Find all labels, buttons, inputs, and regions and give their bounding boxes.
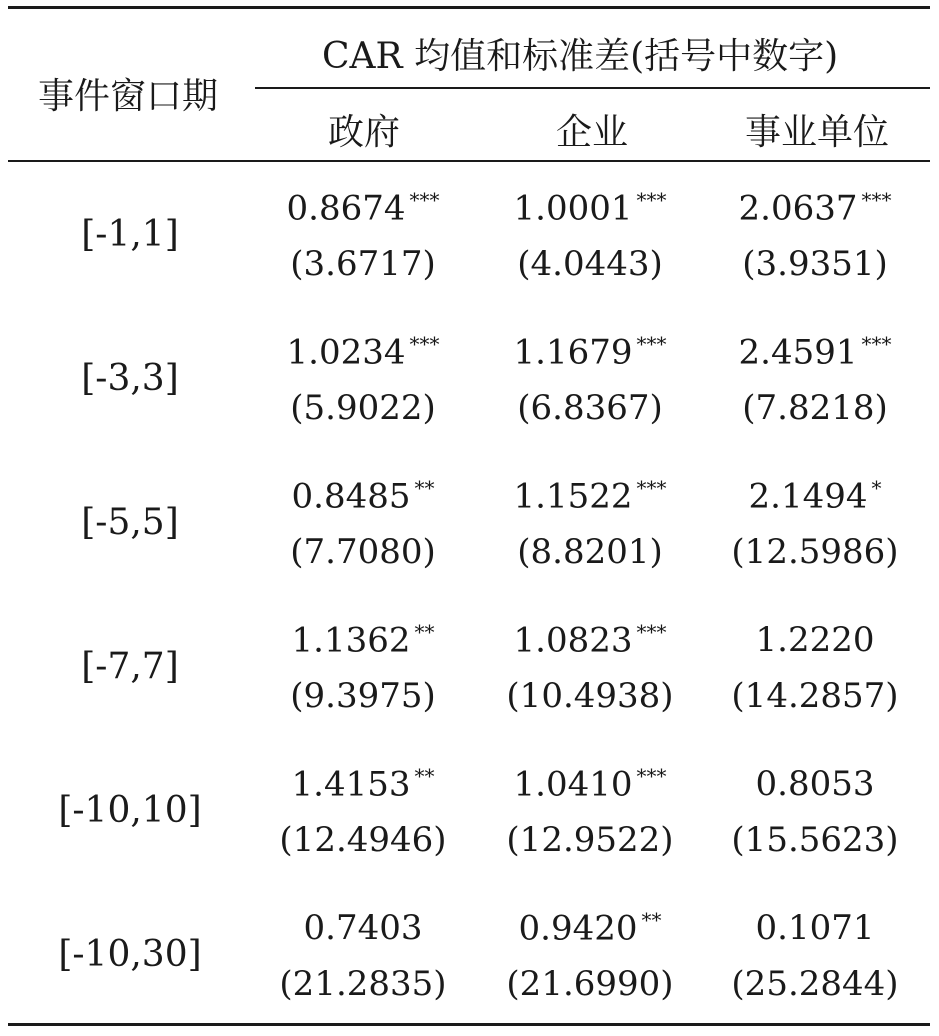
cell-std-dev: (7.8218) [742, 388, 888, 428]
cell-mean [470, 188, 710, 228]
row-window-label: [-5,5] [81, 502, 179, 543]
row-window-label: [-10,10] [58, 790, 202, 831]
significance-stars: *** [636, 764, 667, 788]
mean-value: 0.8485 [291, 476, 411, 517]
row-window-label: [-3,3] [81, 358, 179, 399]
cell-mean [695, 620, 935, 660]
significance-stars: *** [636, 188, 667, 212]
cell-mean [695, 188, 935, 228]
mean-value: 2.1494 [748, 476, 868, 517]
mean-value: 0.8674 [286, 188, 406, 229]
cell-std-dev: (15.5623) [731, 820, 899, 860]
cell-std-dev: (4.0443) [517, 244, 663, 284]
cell-mean [243, 764, 483, 804]
significance-stars: ** [414, 764, 435, 788]
cell-mean [243, 476, 483, 516]
significance-stars: *** [409, 332, 440, 356]
cell-std-dev: (7.7080) [290, 532, 436, 572]
significance-stars: *** [861, 332, 892, 356]
header-bottom-rule [8, 160, 930, 162]
significance-stars: ** [641, 908, 662, 932]
cell-mean [243, 620, 483, 660]
cell-std-dev: (5.9022) [290, 388, 436, 428]
significance-stars: *** [409, 188, 440, 212]
cell-std-dev: (12.4946) [279, 820, 447, 860]
cell-mean [695, 908, 935, 948]
cell-std-dev: (3.9351) [742, 244, 888, 284]
cell-mean [695, 764, 935, 804]
column-header-institution: 事业单位 [745, 112, 890, 153]
mean-value: 2.4591 [738, 332, 858, 373]
cell-std-dev: (3.6717) [290, 244, 436, 284]
cell-std-dev: (12.9522) [506, 820, 674, 860]
mean-value: 1.0001 [513, 188, 633, 229]
cell-std-dev: (21.2835) [279, 964, 447, 1004]
bottom-rule [8, 1023, 930, 1026]
significance-stars: *** [861, 188, 892, 212]
cell-mean [695, 332, 935, 372]
cell-mean [470, 908, 710, 948]
row-window-label: [-1,1] [81, 214, 179, 255]
mean-value: 1.0234 [286, 332, 406, 373]
mean-value: 1.4153 [291, 764, 411, 805]
row-label-header: 事件窗口期 [38, 76, 219, 117]
mean-value: 1.1679 [513, 332, 633, 373]
column-header-government: 政府 [328, 112, 401, 153]
mean-value: 1.0410 [513, 764, 633, 805]
significance-stars: ** [414, 620, 435, 644]
cell-std-dev: (6.8367) [517, 388, 663, 428]
mean-value: 1.0823 [513, 620, 633, 661]
cell-std-dev: (25.2844) [731, 964, 899, 1004]
group-rule [255, 87, 930, 89]
mean-value: 1.1522 [513, 476, 633, 517]
significance-stars: *** [636, 476, 667, 500]
mean-value: 2.0637 [738, 188, 858, 229]
cell-mean [470, 332, 710, 372]
cell-std-dev: (14.2857) [731, 676, 899, 716]
mean-value: 0.1071 [755, 908, 875, 948]
cell-mean [470, 764, 710, 804]
cell-std-dev: (10.4938) [506, 676, 674, 716]
cell-std-dev: (9.3975) [290, 676, 436, 716]
mean-value: 1.2220 [755, 620, 875, 660]
mean-value: 0.9420 [518, 908, 638, 949]
significance-stars: * [871, 476, 882, 500]
cell-std-dev: (12.5986) [731, 532, 899, 572]
row-window-label: [-7,7] [81, 646, 179, 687]
cell-mean [243, 188, 483, 228]
significance-stars: *** [636, 332, 667, 356]
top-rule [8, 6, 930, 9]
cell-std-dev: (8.8201) [517, 532, 663, 572]
cell-mean [243, 332, 483, 372]
mean-value: 0.7403 [303, 908, 423, 948]
column-header-enterprise: 企业 [556, 112, 629, 153]
cell-mean [243, 908, 483, 948]
cell-mean [470, 476, 710, 516]
significance-stars: *** [636, 620, 667, 644]
cell-std-dev: (21.6990) [506, 964, 674, 1004]
mean-value: 0.8053 [755, 764, 875, 804]
mean-value: 1.1362 [291, 620, 411, 661]
cell-mean [470, 620, 710, 660]
group-header: CAR 均值和标准差(括号中数字) [322, 36, 839, 77]
significance-stars: ** [414, 476, 435, 500]
cell-mean [695, 476, 935, 516]
row-window-label: [-10,30] [58, 934, 202, 975]
